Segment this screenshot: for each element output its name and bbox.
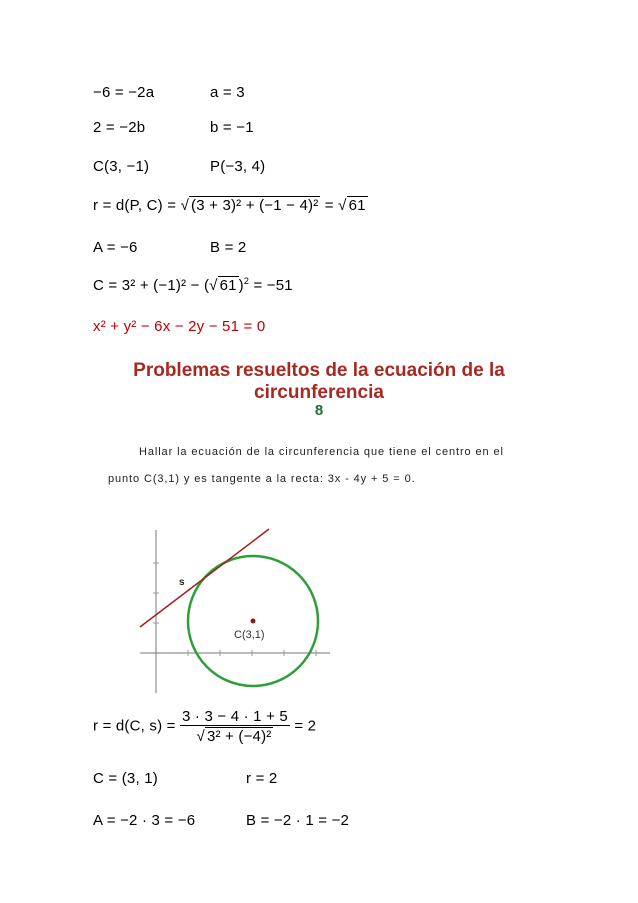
sol-radius-lhs: r = d(C, s) = (93, 717, 176, 735)
eq-radius: r = d(P, C) = √ (3 + 3)² + (−1 − 4)² = √ 61 (93, 197, 366, 214)
eq-b-right: b = −1 (210, 119, 254, 136)
eq-a-right: a = 3 (210, 84, 245, 101)
center-label: C(3,1) (234, 629, 265, 641)
eq-radius-eq: = (324, 197, 334, 214)
eq-B: B = 2 (210, 239, 247, 256)
problem-text-line1: Hallar la ecuación de la circunferencia que tiene el centro en el (139, 446, 504, 458)
problem-number: 8 (314, 402, 324, 419)
eq-radius-result: 61 (348, 197, 366, 214)
eq-C: C = 3² + (−1)² − (√ 61 )$^2$ = −51 (93, 276, 293, 294)
section-title-line2: circunferencia (254, 382, 384, 403)
eq-center: C(3, −1) (93, 158, 150, 175)
eq-C-root: 61 (219, 277, 237, 294)
sol-radius-denominator-root: 3² + (−4)² (206, 728, 272, 745)
eq-point: P(−3, 4) (210, 158, 266, 175)
eq-A: A = −6 (93, 239, 138, 256)
eq-radius-root: (3 + 3)² + (−1 − 4)² (191, 197, 319, 214)
eq-final: x² + y² − 6x − 2y − 51 = 0 (93, 318, 266, 335)
tangent-line (140, 529, 269, 627)
sol-radius-result: = 2 (294, 717, 317, 735)
sol-radius-numerator: 3 · 3 − 4 · 1 + 5 (182, 708, 288, 725)
sol-radius-denominator: √ 3² + (−4)² (196, 728, 272, 745)
center-point (251, 619, 256, 624)
eq-C-lhs: C = 3² + (−1)² − (93, 277, 200, 294)
sol-center: C = (3, 1) (93, 770, 158, 787)
eq-b-left: 2 = −2b (93, 119, 146, 136)
problem-text-line2: punto C(3,1) y es tangente a la recta: 3x - 4y + 5 = 0. (108, 473, 416, 485)
sol-A: A = −2 · 3 = −6 (93, 812, 196, 829)
sol-r: r = 2 (246, 770, 278, 787)
tangent-label: s (179, 577, 185, 588)
eq-C-result: = −51 (253, 277, 293, 294)
eq-a-left: −6 = −2a (93, 84, 155, 101)
sol-radius-fraction (180, 708, 290, 745)
eq-radius-lhs: r = d(P, C) = (93, 197, 177, 214)
sol-B: B = −2 · 1 = −2 (246, 812, 350, 829)
sol-radius (93, 708, 316, 745)
circle-tangent-figure (135, 525, 335, 695)
section-title-line1: Problemas resueltos de la ecuación de la (133, 360, 505, 381)
